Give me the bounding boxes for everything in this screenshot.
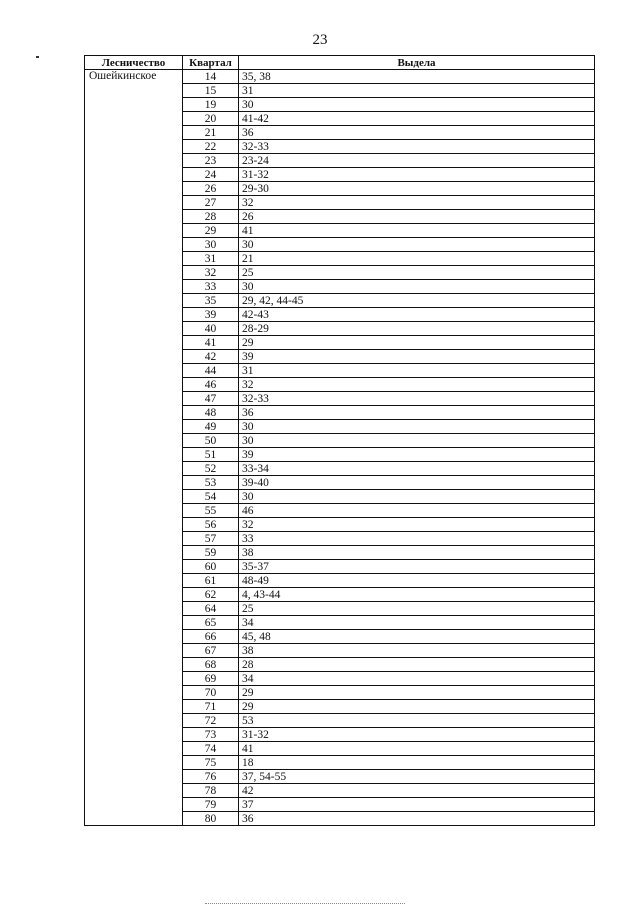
table-row (85, 98, 595, 112)
cell-vydel: 48-49 (239, 574, 595, 588)
cell-kvartal: 70 (183, 686, 239, 700)
cell-forestry (85, 112, 183, 126)
cell-kvartal: 23 (183, 154, 239, 168)
table-row (85, 770, 595, 784)
table-row (85, 126, 595, 140)
cell-kvartal: 76 (183, 770, 239, 784)
cell-kvartal: 27 (183, 196, 239, 210)
cell-forestry (85, 812, 183, 826)
table-row (85, 462, 595, 476)
cell-vydel: 42-43 (239, 308, 595, 322)
cell-forestry (85, 448, 183, 462)
cell-kvartal: 24 (183, 168, 239, 182)
cell-kvartal: 74 (183, 742, 239, 756)
table-row (85, 112, 595, 126)
table-row (85, 140, 595, 154)
table-row (85, 616, 595, 630)
cell-vydel: 30 (239, 98, 595, 112)
cell-forestry (85, 658, 183, 672)
cell-vydel: 31-32 (239, 728, 595, 742)
table-row (85, 756, 595, 770)
table-row (85, 448, 595, 462)
cell-kvartal: 79 (183, 798, 239, 812)
cell-vydel: 53 (239, 714, 595, 728)
cell-vydel: 41-42 (239, 112, 595, 126)
cell-forestry: Ошейкинское (85, 70, 183, 84)
cell-kvartal: 65 (183, 616, 239, 630)
table-row (85, 532, 595, 546)
table-row (85, 196, 595, 210)
cell-vydel: 30 (239, 490, 595, 504)
cell-vydel: 21 (239, 252, 595, 266)
table-row (85, 84, 595, 98)
cell-forestry (85, 140, 183, 154)
cell-vydel: 36 (239, 406, 595, 420)
cell-forestry (85, 154, 183, 168)
cell-forestry (85, 266, 183, 280)
cell-forestry (85, 728, 183, 742)
cell-vydel: 39 (239, 448, 595, 462)
cell-forestry (85, 756, 183, 770)
cell-kvartal: 39 (183, 308, 239, 322)
table-row (85, 602, 595, 616)
cell-vydel: 34 (239, 672, 595, 686)
table-row (85, 504, 595, 518)
table-row (85, 266, 595, 280)
cell-vydel: 29, 42, 44-45 (239, 294, 595, 308)
cell-forestry (85, 518, 183, 532)
table-row (85, 574, 595, 588)
cell-forestry (85, 280, 183, 294)
table-row (85, 798, 595, 812)
table-row (85, 518, 595, 532)
cell-forestry (85, 714, 183, 728)
cell-forestry (85, 308, 183, 322)
table-row (85, 546, 595, 560)
cell-vydel: 46 (239, 504, 595, 518)
cell-kvartal: 75 (183, 756, 239, 770)
table-row (85, 434, 595, 448)
cell-vydel: 42 (239, 784, 595, 798)
cell-forestry (85, 672, 183, 686)
table-row (85, 350, 595, 364)
cell-forestry (85, 462, 183, 476)
cell-vydel: 28 (239, 658, 595, 672)
cell-kvartal: 72 (183, 714, 239, 728)
table-row (85, 238, 595, 252)
cell-forestry (85, 252, 183, 266)
table-row (85, 210, 595, 224)
cell-forestry (85, 770, 183, 784)
cell-vydel: 32 (239, 518, 595, 532)
cell-kvartal: 71 (183, 700, 239, 714)
scan-mark (36, 56, 39, 58)
table-row (85, 392, 595, 406)
cell-forestry (85, 364, 183, 378)
cell-kvartal: 73 (183, 728, 239, 742)
cell-kvartal: 49 (183, 420, 239, 434)
cell-kvartal: 14 (183, 70, 239, 84)
cell-kvartal: 62 (183, 588, 239, 602)
cell-kvartal: 67 (183, 644, 239, 658)
cell-kvartal: 20 (183, 112, 239, 126)
cell-forestry (85, 532, 183, 546)
cell-forestry (85, 602, 183, 616)
table-row (85, 70, 595, 84)
cell-forestry (85, 210, 183, 224)
cell-forestry (85, 378, 183, 392)
cell-kvartal: 56 (183, 518, 239, 532)
table-row (85, 658, 595, 672)
cell-vydel: 34 (239, 616, 595, 630)
cell-vydel: 41 (239, 742, 595, 756)
table-row (85, 168, 595, 182)
cell-kvartal: 30 (183, 238, 239, 252)
cell-kvartal: 31 (183, 252, 239, 266)
cell-vydel: 32-33 (239, 392, 595, 406)
cell-kvartal: 57 (183, 532, 239, 546)
cell-kvartal: 21 (183, 126, 239, 140)
cell-kvartal: 52 (183, 462, 239, 476)
forestry-table (84, 55, 595, 826)
table-row (85, 364, 595, 378)
table-row (85, 644, 595, 658)
cell-vydel: 32 (239, 378, 595, 392)
cell-vydel: 38 (239, 644, 595, 658)
cell-forestry (85, 588, 183, 602)
cell-forestry (85, 238, 183, 252)
cell-kvartal: 40 (183, 322, 239, 336)
cell-vydel: 36 (239, 812, 595, 826)
table-row (85, 322, 595, 336)
table-header-row (85, 56, 595, 70)
cell-vydel: 30 (239, 238, 595, 252)
cell-vydel: 29 (239, 700, 595, 714)
cell-forestry (85, 546, 183, 560)
cell-forestry (85, 476, 183, 490)
cell-vydel: 4, 43-44 (239, 588, 595, 602)
cell-kvartal: 44 (183, 364, 239, 378)
cell-forestry (85, 322, 183, 336)
table-row (85, 490, 595, 504)
cell-vydel: 28-29 (239, 322, 595, 336)
cell-kvartal: 78 (183, 784, 239, 798)
cell-forestry (85, 126, 183, 140)
cell-kvartal: 35 (183, 294, 239, 308)
cell-vydel: 31-32 (239, 168, 595, 182)
table-row (85, 700, 595, 714)
table-row (85, 560, 595, 574)
cell-forestry (85, 686, 183, 700)
table-body (85, 70, 595, 826)
cell-vydel: 36 (239, 126, 595, 140)
cell-vydel: 25 (239, 602, 595, 616)
table-row (85, 406, 595, 420)
cell-vydel: 32-33 (239, 140, 595, 154)
table-row (85, 224, 595, 238)
cell-forestry (85, 350, 183, 364)
cell-kvartal: 15 (183, 84, 239, 98)
cell-vydel: 45, 48 (239, 630, 595, 644)
cell-kvartal: 53 (183, 476, 239, 490)
cell-kvartal: 69 (183, 672, 239, 686)
cell-kvartal: 66 (183, 630, 239, 644)
table-row (85, 630, 595, 644)
cell-forestry (85, 574, 183, 588)
cell-kvartal: 68 (183, 658, 239, 672)
cell-forestry (85, 392, 183, 406)
table-row (85, 154, 595, 168)
cell-vydel: 18 (239, 756, 595, 770)
cell-kvartal: 41 (183, 336, 239, 350)
cell-vydel: 29 (239, 686, 595, 700)
cell-vydel: 39 (239, 350, 595, 364)
cell-vydel: 30 (239, 280, 595, 294)
cell-vydel: 32 (239, 196, 595, 210)
table-row (85, 252, 595, 266)
cell-forestry (85, 98, 183, 112)
cell-vydel: 29-30 (239, 182, 595, 196)
cell-vydel: 33 (239, 532, 595, 546)
cell-forestry (85, 798, 183, 812)
header-vydel: Выдела (239, 56, 595, 70)
cell-vydel: 30 (239, 434, 595, 448)
cell-forestry (85, 644, 183, 658)
cell-forestry (85, 700, 183, 714)
cell-vydel: 41 (239, 224, 595, 238)
table-row (85, 182, 595, 196)
cell-forestry (85, 504, 183, 518)
cell-vydel: 31 (239, 84, 595, 98)
cell-forestry (85, 560, 183, 574)
table-row (85, 420, 595, 434)
table-row (85, 728, 595, 742)
cell-kvartal: 42 (183, 350, 239, 364)
cell-forestry (85, 616, 183, 630)
table-row (85, 812, 595, 826)
cell-vydel: 23-24 (239, 154, 595, 168)
table-row (85, 280, 595, 294)
cell-forestry (85, 742, 183, 756)
table-row (85, 378, 595, 392)
table-row (85, 588, 595, 602)
cell-forestry (85, 434, 183, 448)
cell-forestry (85, 630, 183, 644)
cell-kvartal: 55 (183, 504, 239, 518)
cell-kvartal: 48 (183, 406, 239, 420)
header-kvartal: Квартал (183, 56, 239, 70)
cell-vydel: 30 (239, 420, 595, 434)
cell-vydel: 39-40 (239, 476, 595, 490)
table-row (85, 784, 595, 798)
cell-vydel: 33-34 (239, 462, 595, 476)
table-row (85, 714, 595, 728)
cell-kvartal: 61 (183, 574, 239, 588)
cell-kvartal: 32 (183, 266, 239, 280)
cell-kvartal: 54 (183, 490, 239, 504)
table-row (85, 686, 595, 700)
cell-forestry (85, 294, 183, 308)
cell-vydel: 35, 38 (239, 70, 595, 84)
cell-forestry (85, 196, 183, 210)
page-number: 23 (312, 32, 328, 48)
cell-forestry (85, 224, 183, 238)
cell-vydel: 37 (239, 798, 595, 812)
cell-forestry (85, 420, 183, 434)
header-forestry: Лесничество (85, 56, 183, 70)
cell-forestry (85, 406, 183, 420)
table-row (85, 308, 595, 322)
cell-forestry (85, 336, 183, 350)
cell-kvartal: 33 (183, 280, 239, 294)
cell-kvartal: 50 (183, 434, 239, 448)
cell-forestry (85, 182, 183, 196)
cell-kvartal: 80 (183, 812, 239, 826)
cell-forestry (85, 490, 183, 504)
table-row (85, 336, 595, 350)
cell-kvartal: 19 (183, 98, 239, 112)
cell-vydel: 35-37 (239, 560, 595, 574)
table-row (85, 672, 595, 686)
cell-kvartal: 26 (183, 182, 239, 196)
cell-forestry (85, 84, 183, 98)
cell-kvartal: 28 (183, 210, 239, 224)
cell-kvartal: 46 (183, 378, 239, 392)
cell-vydel: 29 (239, 336, 595, 350)
cell-vydel: 37, 54-55 (239, 770, 595, 784)
cell-kvartal: 29 (183, 224, 239, 238)
cell-vydel: 38 (239, 546, 595, 560)
cell-vydel: 25 (239, 266, 595, 280)
cell-vydel: 26 (239, 210, 595, 224)
cell-kvartal: 60 (183, 560, 239, 574)
cell-forestry (85, 784, 183, 798)
cell-kvartal: 51 (183, 448, 239, 462)
table-row (85, 476, 595, 490)
cell-forestry (85, 168, 183, 182)
cell-kvartal: 47 (183, 392, 239, 406)
table-row (85, 742, 595, 756)
table-row (85, 294, 595, 308)
cell-vydel: 31 (239, 364, 595, 378)
cell-kvartal: 64 (183, 602, 239, 616)
cell-kvartal: 22 (183, 140, 239, 154)
cell-kvartal: 59 (183, 546, 239, 560)
